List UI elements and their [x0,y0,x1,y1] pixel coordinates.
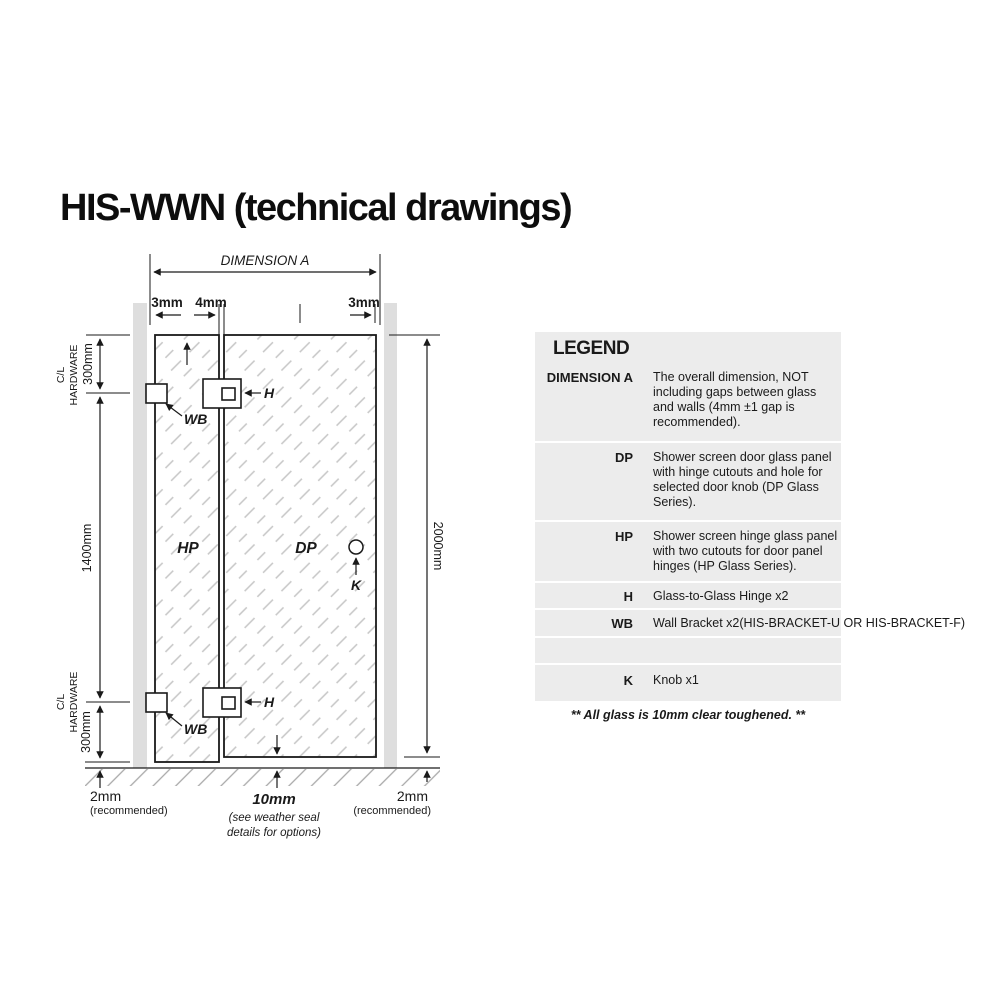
right-wall [384,303,397,768]
legend-term: HP [614,529,633,544]
dim-1400mm: 1400mm [80,523,94,573]
gap-2mm-right-note: (recommended) [353,805,431,817]
cl-hardware-bottom-line1: C/L [55,693,67,711]
legend-row-k [535,665,841,701]
legend-panel [535,332,966,701]
legend-footnote: ** All glass is 10mm clear toughened. ** [570,708,806,722]
page-title: HIS-WWN (technical drawings) [60,187,572,229]
wall-bracket-top [146,384,167,403]
legend-header: LEGEND [553,338,630,359]
dim-300mm-top: 300mm [81,343,95,385]
wb-label-top: WB [184,411,208,427]
legend-desc: Wall Bracket x2(HIS-BRACKET-U OR HIS-BRACKET-F) [653,616,966,630]
legend-term: WB [611,616,633,631]
legend-empty-row [535,638,841,665]
k-label: K [350,577,362,593]
hinge-bottom-notch [222,697,235,709]
hp-panel-label: HP [177,540,199,557]
h-label-top: H [264,385,275,401]
legend-term: DP [614,450,633,465]
h-label-bottom: H [264,694,275,710]
wall-bracket-bottom [146,693,167,712]
knob-circle [349,540,363,554]
dimension-a [150,253,380,325]
dimension-a-label: DIMENSION A [220,253,310,268]
gap-2mm-left-label: 2mm [90,788,122,804]
gap-left-label: 3mm [151,295,183,310]
wb-label-bottom: WB [184,721,208,737]
hinge-top-notch [222,388,235,400]
gap-right-label: 3mm [348,295,380,310]
dim-300mm-bottom: 300mm [79,711,93,753]
dim-2000mm: 2000mm [431,521,445,571]
gap-2mm-right-label: 2mm [396,788,428,804]
weather-seal-note-line2: details for options) [227,827,321,839]
weather-seal-note-line1: (see weather seal [228,812,320,824]
legend-term: DIMENSION A [546,370,633,385]
legend-term: K [623,673,633,688]
gap-2mm-left-note: (recommended) [90,805,168,817]
legend-term: H [623,589,633,604]
legend-row-dp [535,443,841,522]
cl-hardware-top-line2: HARDWARE [68,344,80,406]
gap-10mm-label: 10mm [252,791,296,808]
legend-row-dimension-a [535,363,841,443]
legend-desc: Glass-to-Glass Hinge x2 [653,589,789,603]
left-dimension-chain [55,335,130,788]
legend-desc: Shower screen door glass panel with hinge cutouts and hole for selected door knob (DP Glass Series). [653,450,832,509]
dp-panel-label: DP [295,540,317,557]
floor-hatch [85,769,440,786]
gap-middle-label: 4mm [195,295,227,310]
right-dimension [389,335,445,782]
legend-desc: The overall dimension, NOT including gaps between glass and walls (4mm ±1 gap is recommended). [653,370,817,429]
legend-desc: Shower screen hinge glass panel with two cutouts for door panel hinges (HP Glass Series). [653,529,838,573]
cl-hardware-bottom-line2: HARDWARE [68,671,80,733]
legend-row-hp [535,522,841,583]
cl-hardware-top-line1: C/L [55,366,67,384]
legend-desc: Knob x1 [653,673,699,687]
legend-row-h [535,583,841,610]
legend-row-wb [535,610,966,638]
top-gap-dimensions [151,295,380,335]
left-wall [133,303,147,768]
